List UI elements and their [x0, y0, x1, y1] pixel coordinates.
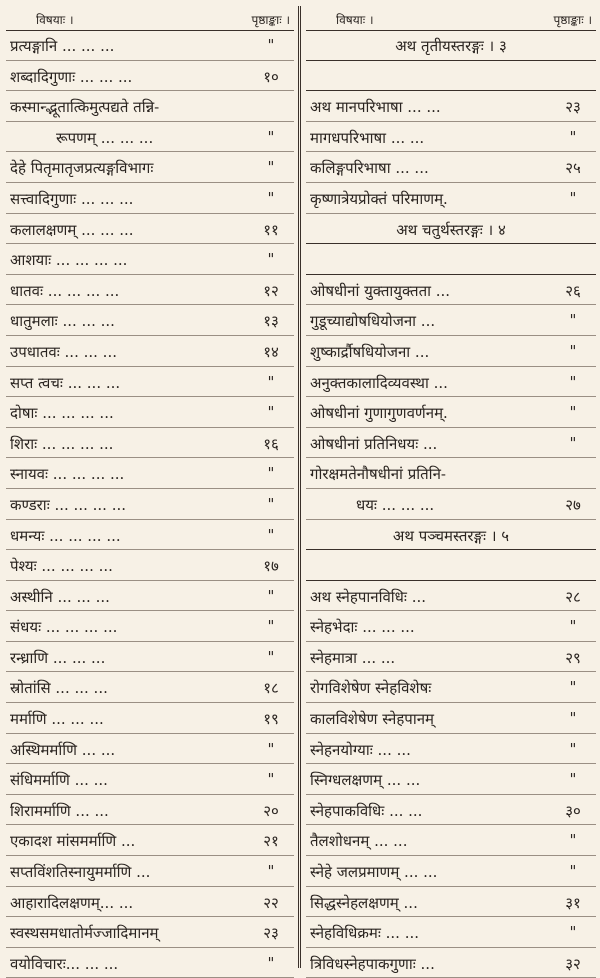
entry-page-number: "	[267, 953, 275, 972]
entry-text: स्नेहे जलप्रमाणम् ... ...	[310, 863, 438, 882]
entry-page-number: "	[267, 464, 275, 483]
entry-text: शिरामर्माणि ... ...	[10, 801, 109, 820]
index-entry	[6, 183, 294, 214]
page-heading: पृष्ठाङ्काः ।	[251, 13, 290, 27]
entry-text: गोरक्षमतेनौषधीनां प्रतिनि-	[310, 465, 446, 484]
entry-page-number: "	[267, 36, 275, 54]
entry-page-number: "	[569, 678, 577, 697]
entry-page-number: २३	[263, 924, 279, 943]
entry-text: पेश्यः ... ... ... ...	[10, 557, 113, 576]
entry-page-number: १९	[263, 710, 279, 729]
entry-text: त्रिविधस्नेहपाकगुणाः ...	[310, 954, 435, 973]
index-entry	[306, 122, 596, 153]
entry-text: मर्माणि ... ... ...	[10, 710, 104, 729]
index-entry	[306, 367, 596, 398]
subject-heading: विषयाः ।	[36, 13, 74, 27]
entry-text: सत्त्वादिगुणाः ... ... ...	[10, 189, 134, 208]
entry-page-number: ३१	[565, 893, 581, 912]
entry-text: तैलशोधनम् ... ...	[310, 832, 408, 851]
entry-text: स्नेहनयोग्याः ... ...	[310, 740, 411, 759]
index-entry	[306, 581, 596, 612]
entry-page-number: "	[569, 433, 577, 452]
right-column-header	[306, 6, 596, 31]
index-entry	[6, 122, 294, 153]
entry-page-number: "	[267, 158, 275, 177]
entry-page-number: "	[569, 923, 577, 942]
index-entry	[6, 397, 294, 428]
entry-page-number: "	[267, 127, 275, 146]
entry-text: प्रत्यङ्गानि ... ... ...	[10, 37, 115, 55]
entry-text: कस्मान्द्भूतात्किमुत्पद्यते तन्नि-	[10, 98, 160, 117]
index-entry	[306, 611, 596, 642]
index-entry	[6, 550, 294, 581]
entry-page-number: "	[267, 403, 275, 422]
left-column-header	[6, 6, 294, 31]
page-heading: पृष्ठाङ्काः ।	[553, 13, 592, 27]
entry-text: उपधातवः ... ... ...	[10, 342, 117, 361]
entry-page-number: "	[569, 709, 577, 728]
entry-text: अनुक्तकालादिव्यवस्था ...	[310, 373, 448, 392]
index-entry	[306, 489, 596, 520]
entry-text: संधिमर्माणि ... ...	[10, 771, 108, 790]
entry-page-number: ११	[263, 220, 279, 239]
entry-text: मागधपरिभाषा ... ...	[310, 128, 425, 147]
entry-page-number: २१	[263, 832, 279, 851]
index-entry	[6, 672, 294, 703]
index-entry	[6, 244, 294, 275]
entry-page-number: १३	[263, 312, 279, 331]
entry-text: एकादश मांसमर्माणि ...	[10, 832, 136, 851]
entry-text: स्वस्थसमधातोर्मज्जादिमानम्	[10, 924, 159, 943]
entry-page-number: २५	[565, 159, 581, 178]
entry-page-number: २६	[565, 281, 581, 300]
entry-page-number: "	[569, 770, 577, 789]
entry-page-number: १०	[263, 67, 279, 86]
index-entry	[6, 825, 294, 856]
index-entry	[306, 672, 596, 703]
entry-text: कालविशेषेण स्नेहपानम्	[310, 710, 435, 729]
entry-page-number: "	[569, 831, 577, 850]
index-entry	[306, 428, 596, 459]
index-entry	[6, 30, 294, 61]
index-entry	[306, 397, 596, 428]
index-entry	[306, 458, 596, 489]
index-entry	[306, 183, 596, 214]
entry-page-number: "	[267, 494, 275, 513]
entry-text: रोगविशेषेण स्नेहविशेषः	[310, 679, 432, 698]
entry-text: अथ स्नेहपानविधिः ...	[310, 587, 427, 606]
section-heading	[306, 30, 596, 61]
entry-text: कृष्णात्रेयप्रोक्तं परिमाणम्.	[310, 189, 448, 208]
right-column	[306, 6, 596, 973]
entry-text: स्नायवः ... ... ... ...	[10, 465, 125, 484]
entry-text: अथ मानपरिभाषा ... ...	[310, 98, 441, 117]
index-entry	[306, 764, 596, 795]
entry-text: स्निग्धलक्षणम् ... ...	[310, 771, 421, 790]
left-entries	[6, 30, 294, 978]
index-entry	[6, 489, 294, 520]
entry-page-number: २७	[565, 495, 581, 514]
entry-page-number: "	[569, 739, 577, 758]
entry-text: सप्तविंशतिस्नायुमर्माणि ...	[10, 863, 151, 882]
entry-text: कलालक्षणम् ... ... ...	[10, 220, 134, 239]
entry-text: स्नेहपाकविधिः ... ...	[310, 801, 423, 820]
entry-text: दोषाः ... ... ... ...	[10, 404, 114, 423]
entry-text: देहे पितृमातृजप्रत्यङ्गविभागः	[10, 159, 154, 178]
entry-page-number: "	[267, 617, 275, 636]
entry-page-number: ३२	[565, 954, 581, 973]
index-entry	[306, 917, 596, 948]
entry-text: रूपणम् ... ... ...	[56, 128, 154, 147]
entry-page-number: २८	[565, 587, 581, 606]
index-entry	[6, 887, 294, 918]
entry-text: अथ तृतीयस्तरङ्गः । ३	[395, 37, 507, 55]
index-entry	[6, 520, 294, 551]
entry-page-number: "	[569, 341, 577, 360]
entry-text: आशयाः ... ... ... ...	[10, 251, 128, 270]
index-entry	[306, 856, 596, 887]
index-entry	[306, 887, 596, 918]
index-entry	[6, 856, 294, 887]
index-entry	[306, 734, 596, 765]
entry-page-number: २०	[263, 801, 279, 820]
entry-text: संधयः ... ... ... ...	[10, 618, 118, 637]
column-divider	[298, 6, 301, 968]
index-entry	[6, 61, 294, 92]
index-entry	[6, 642, 294, 673]
index-entry	[6, 275, 294, 306]
index-entry	[6, 428, 294, 459]
index-entry	[306, 152, 596, 183]
index-entry	[6, 152, 294, 183]
section-heading	[306, 214, 596, 245]
entry-page-number: १६	[263, 434, 279, 453]
index-entry	[6, 917, 294, 948]
index-entry	[6, 336, 294, 367]
index-entry	[6, 214, 294, 245]
left-column	[6, 6, 294, 973]
entry-page-number: "	[569, 862, 577, 881]
index-entry	[6, 948, 294, 978]
entry-text: स्नेहविधिक्रमः ... ...	[310, 924, 420, 943]
subject-heading: विषयाः ।	[336, 13, 374, 27]
entry-text: अस्थीनि ... ... ...	[10, 587, 110, 606]
index-entry	[306, 61, 596, 92]
entry-text: रन्ध्राणि ... ... ...	[10, 648, 106, 667]
entry-page-number: २९	[565, 648, 581, 667]
index-entry	[6, 367, 294, 398]
right-entries	[306, 30, 596, 978]
entry-text: गुडूच्याद्योषधियोजना ...	[310, 312, 436, 331]
entry-page-number: "	[569, 372, 577, 391]
entry-page-number: "	[267, 250, 275, 269]
index-entry	[306, 948, 596, 978]
entry-text: ओषधीनां प्रतिनिधयः ...	[310, 434, 438, 453]
entry-page-number: १२	[263, 281, 279, 300]
entry-text: अस्थिमर्माणि ... ...	[10, 740, 116, 759]
entry-text: कण्डराः ... ... ... ...	[10, 495, 127, 514]
index-entry	[6, 91, 294, 122]
entry-page-number: "	[569, 127, 577, 146]
index-entry	[6, 458, 294, 489]
entry-text: अथ पञ्चमस्तरङ्गः । ५	[392, 526, 510, 545]
index-entry	[306, 244, 596, 275]
index-entry	[6, 305, 294, 336]
entry-text: कलिङ्गपरिभाषा ... ...	[310, 159, 429, 178]
section-heading	[306, 520, 596, 551]
entry-page-number: ३०	[565, 801, 581, 820]
entry-page-number: "	[267, 647, 275, 666]
index-entry	[6, 734, 294, 765]
index-entry	[6, 795, 294, 826]
entry-text: वयोविचारः... ... ...	[10, 954, 119, 973]
entry-page-number: "	[267, 862, 275, 881]
entry-text: स्रोतांसि ... ... ...	[10, 679, 108, 698]
entry-text: शिराः ... ... ... ...	[10, 434, 114, 453]
entry-text: सप्त त्वचः ... ... ...	[10, 373, 121, 392]
index-entry	[306, 825, 596, 856]
entry-page-number: "	[569, 617, 577, 636]
index-entry	[306, 642, 596, 673]
entry-text: सिद्धस्नेहलक्षणम् ...	[310, 893, 418, 912]
entry-text: आहारादिलक्षणम्... ...	[10, 893, 134, 912]
entry-text: अथ चतुर्थस्तरङ्गः । ४	[396, 220, 506, 239]
index-entry	[6, 703, 294, 734]
entry-text: स्नेहभेदाः ... ... ...	[310, 618, 415, 637]
entry-page-number: "	[267, 739, 275, 758]
entry-page-number: १४	[263, 342, 279, 361]
entry-page-number: २३	[565, 98, 581, 117]
index-entry	[306, 703, 596, 734]
entry-text: शुष्कार्द्रौषधियोजना ...	[310, 342, 430, 361]
index-entry	[306, 550, 596, 581]
entry-text: धयः ... ... ...	[356, 495, 435, 514]
entry-page-number: "	[569, 403, 577, 422]
index-entry	[6, 611, 294, 642]
index-entry	[6, 764, 294, 795]
entry-page-number: "	[267, 770, 275, 789]
index-entry	[306, 305, 596, 336]
entry-text: धातुमलाः ... ... ...	[10, 312, 115, 331]
entry-text: धातवः ... ... ... ...	[10, 281, 120, 300]
entry-page-number: १८	[263, 679, 279, 698]
entry-page-number: १७	[263, 557, 279, 576]
entry-page-number: "	[267, 372, 275, 391]
index-entry	[6, 581, 294, 612]
entry-text: ओषधीनां युक्तायुक्तता ...	[310, 281, 451, 300]
index-entry	[306, 336, 596, 367]
index-entry	[306, 795, 596, 826]
index-page	[6, 6, 596, 973]
entry-page-number: "	[267, 525, 275, 544]
entry-text: शब्दादिगुणाः ... ... ...	[10, 67, 133, 86]
entry-page-number: "	[569, 311, 577, 330]
entry-page-number: २२	[263, 893, 279, 912]
entry-text: ओषधीनां गुणागुणवर्णनम्.	[310, 404, 448, 423]
entry-text: स्नेहमात्रा ... ...	[310, 648, 396, 667]
entry-text: धमन्यः ... ... ... ...	[10, 526, 121, 545]
entry-page-number: "	[267, 586, 275, 605]
entry-page-number: "	[267, 188, 275, 207]
index-entry	[306, 275, 596, 306]
index-entry	[306, 91, 596, 122]
entry-page-number: "	[569, 188, 577, 207]
